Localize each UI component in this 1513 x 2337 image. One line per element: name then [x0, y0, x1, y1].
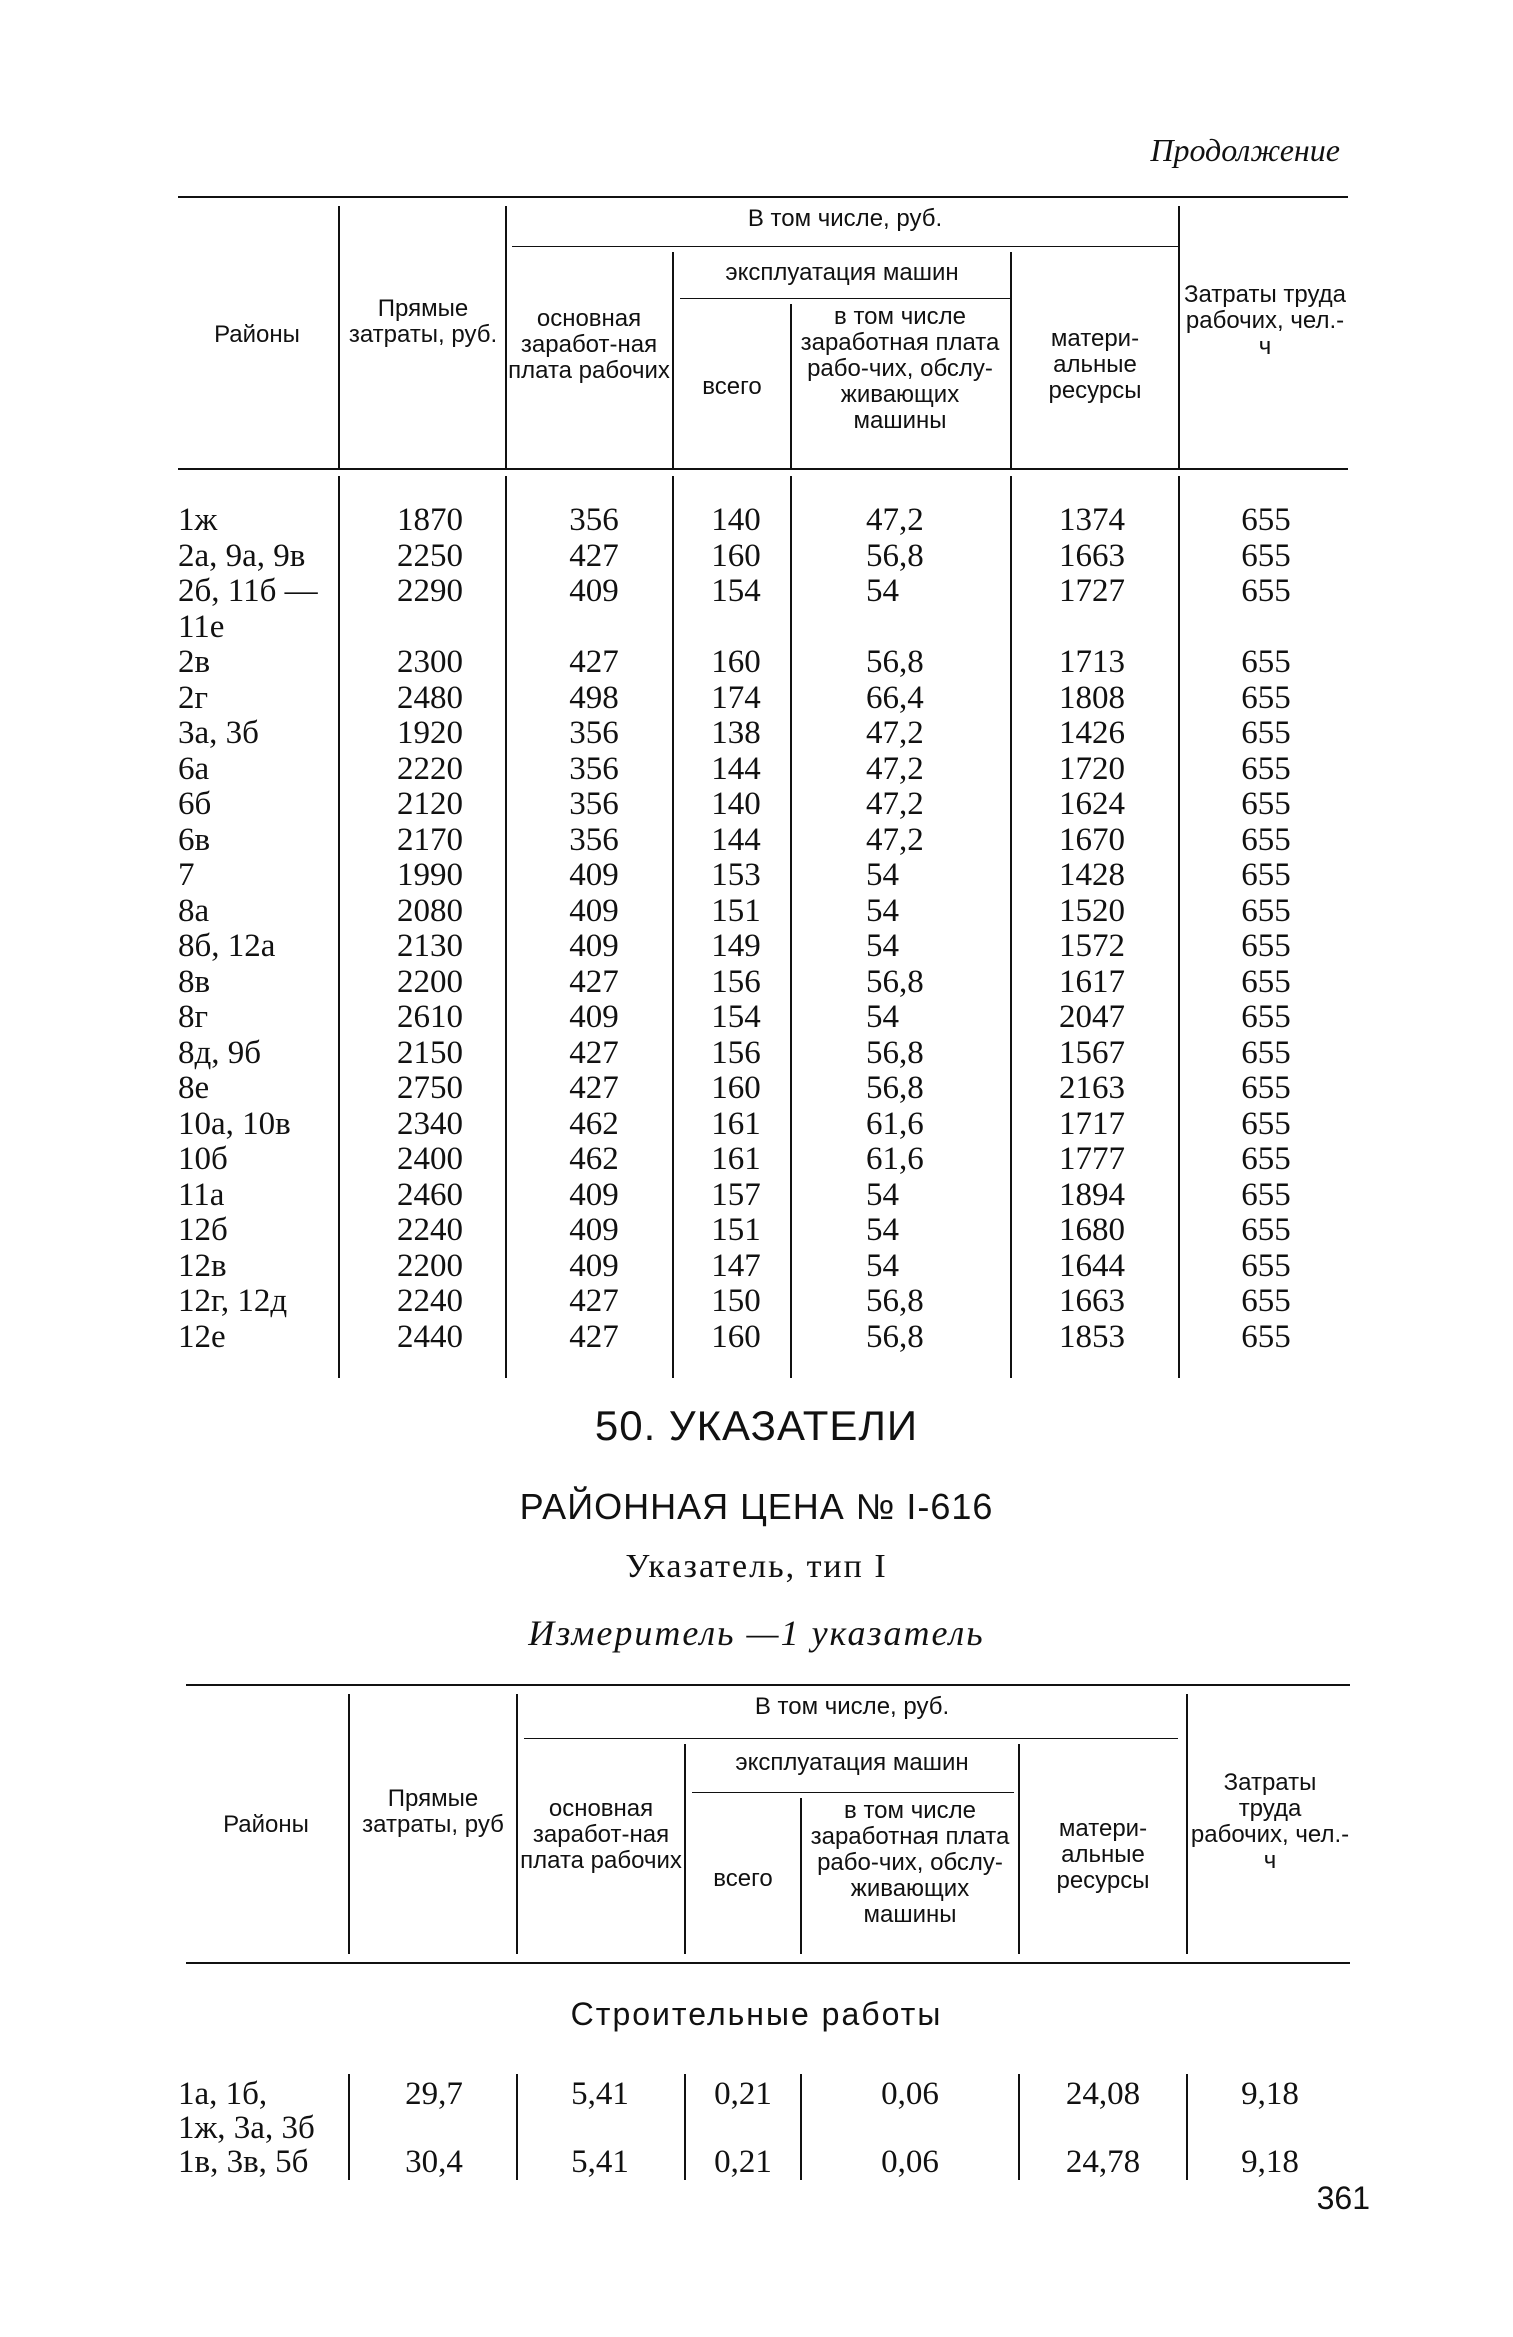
table-cell: 56,8	[866, 644, 924, 680]
header-divider	[348, 1694, 350, 1954]
table-cell: 0,21	[714, 2144, 772, 2180]
table-cell: 409	[569, 928, 619, 964]
table-cell: 160	[711, 1070, 761, 1106]
table-cell: 6а	[178, 750, 210, 787]
table-row	[0, 573, 1513, 609]
table-cell: 655	[1241, 1283, 1291, 1319]
table-cell: 2220	[397, 750, 463, 787]
table-cell: 1ж, 3а, 3б	[178, 2110, 315, 2146]
table-cell: 2240	[397, 1212, 463, 1248]
table-cell: 409	[569, 1212, 619, 1248]
table-cell: 150	[711, 1283, 761, 1319]
table-cell: 174	[711, 679, 761, 716]
table-cell: 12е	[178, 1318, 226, 1355]
indicator-type: Указатель, тип I	[625, 1548, 888, 1585]
district-price: РАЙОННАЯ ЦЕНА № I-616	[519, 1486, 994, 1527]
table-cell: 427	[569, 644, 619, 680]
col-districts: Районы	[214, 321, 300, 348]
table-cell: 47,2	[866, 750, 924, 787]
table-cell: 409	[569, 999, 619, 1035]
table-cell: 24,08	[1065, 2076, 1141, 2112]
table-cell: 655	[1241, 1105, 1291, 1142]
table-cell: 54	[866, 573, 899, 609]
col-direct-costs: Прямые затраты, руб	[362, 1785, 504, 1838]
table-cell: 161	[711, 1105, 761, 1142]
table-row	[0, 1319, 1513, 1355]
table-cell: 8а	[178, 892, 210, 929]
table-cell: 655	[1241, 1034, 1291, 1071]
table-cell: 427	[569, 1070, 619, 1106]
table-cell: 9,18	[1241, 2076, 1299, 2112]
table-cell: 56,8	[866, 1070, 924, 1106]
col-machine-operation: эксплуатация машин	[735, 1749, 969, 1776]
table-cell: 1720	[1059, 750, 1125, 787]
table-row	[0, 644, 1513, 680]
col-total: всего	[713, 1865, 773, 1892]
table-cell: 2047	[1059, 999, 1125, 1035]
table-cell: 2750	[397, 1070, 463, 1106]
table-cell: 8в	[178, 963, 211, 1000]
header-divider	[505, 206, 507, 468]
section-title: 50. УКАЗАТЕЛИ	[594, 1402, 919, 1449]
table-cell: 144	[711, 750, 761, 787]
table-cell: 8е	[178, 1070, 210, 1106]
col-incl-wage: в том числе заработная плата рабо-чих, обслу-живающих машины	[800, 303, 1000, 434]
top-rule	[186, 1684, 1350, 1686]
table-cell: 10а, 10в	[178, 1105, 291, 1142]
table-cell: 151	[711, 892, 761, 929]
table-row	[0, 1283, 1513, 1319]
table-cell: 2340	[397, 1105, 463, 1142]
table-row	[0, 609, 1513, 645]
table-cell: 655	[1241, 786, 1291, 822]
table-cell: 2240	[397, 1283, 463, 1319]
table-cell: 1870	[397, 502, 463, 538]
table-cell: 2130	[397, 928, 463, 964]
table-cell: 2200	[397, 963, 463, 1000]
table-cell: 462	[569, 1141, 619, 1177]
page-number: 361	[1316, 2180, 1370, 2216]
col-labor: Затраты труда рабочих, чел.-ч	[1183, 281, 1346, 360]
table-cell: 1808	[1059, 679, 1125, 716]
table-row	[0, 893, 1513, 929]
table-cell: 61,6	[866, 1141, 924, 1177]
table-cell: 54	[866, 999, 899, 1035]
table-cell: 1727	[1059, 573, 1125, 609]
col-districts: Районы	[223, 1811, 309, 1838]
machine-rule	[680, 298, 1010, 299]
header-divider	[672, 252, 674, 468]
col-base-wage: основная заработ-ная плата рабочих	[508, 305, 670, 384]
table-cell: 2200	[397, 1247, 463, 1284]
continuation-label: Продолжение	[1150, 132, 1340, 168]
table-row	[0, 1106, 1513, 1142]
col-including: В том числе, руб.	[754, 1693, 950, 1720]
table-cell: 151	[711, 1212, 761, 1248]
table-cell: 156	[711, 1034, 761, 1071]
table-row	[0, 1141, 1513, 1177]
table-cell: 61,6	[866, 1105, 924, 1142]
table-cell: 47,2	[866, 715, 924, 751]
including-rule	[524, 1738, 1178, 1739]
table-row	[0, 751, 1513, 787]
table-cell: 356	[569, 750, 619, 787]
table-cell: 2300	[397, 644, 463, 680]
table-cell: 47,2	[866, 502, 924, 538]
table-cell: 54	[866, 1247, 899, 1284]
table-cell: 655	[1241, 1070, 1291, 1106]
table-cell: 5,41	[571, 2144, 629, 2180]
table-cell: 66,4	[866, 679, 924, 716]
table-cell: 2480	[397, 679, 463, 716]
col-incl-wage: в том числе заработная плата рабо-чих, обслу-живающих машины	[810, 1797, 1010, 1928]
table-cell: 154	[711, 999, 761, 1035]
table-cell: 56,8	[866, 963, 924, 1000]
table-cell: 409	[569, 857, 619, 893]
table-cell: 156	[711, 963, 761, 1000]
table-cell: 6б	[178, 786, 212, 822]
table-cell: 24,78	[1065, 2144, 1141, 2180]
table-cell: 56,8	[866, 1318, 924, 1355]
table-cell: 12г, 12д	[178, 1283, 288, 1319]
header-divider	[338, 206, 340, 468]
table-cell: 427	[569, 1318, 619, 1355]
table-cell: 655	[1241, 573, 1291, 609]
col-base-wage: основная заработ-ная плата рабочих	[520, 1795, 682, 1874]
table-cell: 2290	[397, 573, 463, 609]
table-cell: 157	[711, 1176, 761, 1213]
table-cell: 427	[569, 1283, 619, 1319]
table-cell: 1670	[1059, 821, 1125, 858]
table-cell: 140	[711, 786, 761, 822]
table-row	[0, 999, 1513, 1035]
col-materials: матери-альные ресурсы	[1048, 325, 1142, 404]
table-cell: 2440	[397, 1318, 463, 1355]
table-row	[0, 964, 1513, 1000]
table-row	[0, 502, 1513, 538]
table-cell: 356	[569, 715, 619, 751]
table-row	[0, 715, 1513, 751]
table-cell: 8д, 9б	[178, 1034, 262, 1071]
table-row	[0, 1070, 1513, 1106]
table-cell: 29,7	[405, 2076, 463, 2112]
table-cell: 356	[569, 786, 619, 822]
header-divider	[800, 1798, 802, 1954]
table-row	[0, 1212, 1513, 1248]
table-cell: 655	[1241, 1212, 1291, 1248]
table-cell: 10б	[178, 1141, 228, 1177]
col-labor: Затраты труда рабочих, чел.-ч	[1190, 1769, 1350, 1874]
measurement-unit: Измеритель —1 указатель	[528, 1613, 985, 1653]
table-cell: 160	[711, 537, 761, 574]
table-cell: 2170	[397, 821, 463, 858]
table-cell: 0,06	[881, 2076, 939, 2112]
table-cell: 1713	[1059, 644, 1125, 680]
table-cell: 2250	[397, 537, 463, 574]
table-cell: 409	[569, 892, 619, 929]
table-cell: 2610	[397, 999, 463, 1035]
table-cell: 655	[1241, 821, 1291, 858]
table-cell: 356	[569, 502, 619, 538]
table-cell: 1680	[1059, 1212, 1125, 1248]
table-cell: 655	[1241, 644, 1291, 680]
table-cell: 160	[711, 1318, 761, 1355]
table-cell: 655	[1241, 502, 1291, 538]
table-cell: 1426	[1059, 715, 1125, 751]
table-cell: 54	[866, 928, 899, 964]
col-total: всего	[702, 373, 762, 400]
table-cell: 0,21	[714, 2076, 772, 2112]
table-cell: 655	[1241, 892, 1291, 929]
table-cell: 30,4	[405, 2144, 463, 2180]
table-cell: 427	[569, 1034, 619, 1071]
table-cell: 1853	[1059, 1318, 1125, 1355]
table-cell: 655	[1241, 1247, 1291, 1284]
subheading: Строительные работы	[570, 1996, 943, 2032]
table-cell: 54	[866, 1212, 899, 1248]
table-cell: 2400	[397, 1141, 463, 1177]
table-row	[0, 2142, 1513, 2182]
table-cell: 9,18	[1241, 2144, 1299, 2180]
table-cell: 5,41	[571, 2076, 629, 2112]
table-cell: 56,8	[866, 1283, 924, 1319]
table-row	[0, 538, 1513, 574]
table-cell: 2120	[397, 786, 463, 822]
table-cell: 56,8	[866, 537, 924, 574]
table-cell: 655	[1241, 715, 1291, 751]
header-divider	[1010, 252, 1012, 468]
table-cell: 54	[866, 892, 899, 929]
header-divider	[1018, 1744, 1020, 1954]
table-cell: 8б, 12а	[178, 928, 276, 964]
table-cell: 54	[866, 1176, 899, 1213]
table-cell: 1644	[1059, 1247, 1125, 1284]
table-cell: 409	[569, 573, 619, 609]
table-cell: 149	[711, 928, 761, 964]
table-row	[0, 1177, 1513, 1213]
table-cell: 1624	[1059, 786, 1125, 822]
table-row	[0, 786, 1513, 822]
table-cell: 47,2	[866, 821, 924, 858]
table-cell: 12б	[178, 1212, 228, 1248]
table-cell: 161	[711, 1141, 761, 1177]
header-divider	[1178, 206, 1180, 468]
table-cell: 1663	[1059, 1283, 1125, 1319]
table-cell: 2150	[397, 1034, 463, 1071]
table-cell: 1777	[1059, 1141, 1125, 1177]
table-cell: 655	[1241, 999, 1291, 1035]
table-cell: 655	[1241, 1318, 1291, 1355]
table-cell: 409	[569, 1247, 619, 1284]
top-rule	[178, 196, 1348, 198]
table-cell: 1572	[1059, 928, 1125, 964]
table-cell: 462	[569, 1105, 619, 1142]
table-cell: 1520	[1059, 892, 1125, 929]
table-cell: 1617	[1059, 963, 1125, 1000]
table-cell: 655	[1241, 537, 1291, 574]
table-row	[0, 822, 1513, 858]
table-row	[0, 1035, 1513, 1071]
col-including: В том числе, руб.	[747, 205, 943, 232]
table-cell: 6в	[178, 821, 211, 858]
table-cell: 8г	[178, 999, 209, 1035]
including-rule	[512, 246, 1178, 247]
table-cell: 498	[569, 679, 619, 716]
table-cell: 1ж	[178, 502, 218, 538]
table-cell: 2в	[178, 644, 211, 680]
table-cell: 655	[1241, 750, 1291, 787]
table-cell: 153	[711, 857, 761, 893]
table-row	[0, 1248, 1513, 1284]
table-cell: 7	[178, 857, 195, 893]
table-cell: 12в	[178, 1247, 227, 1284]
table-row	[0, 857, 1513, 893]
table-cell: 56,8	[866, 1034, 924, 1071]
table-cell: 2г	[178, 679, 209, 716]
table-cell: 0,06	[881, 2144, 939, 2180]
header-divider	[790, 304, 792, 468]
table-cell: 409	[569, 1176, 619, 1213]
table-cell: 655	[1241, 1176, 1291, 1213]
table-cell: 427	[569, 963, 619, 1000]
table-cell: 1428	[1059, 857, 1125, 893]
table-cell: 1717	[1059, 1105, 1125, 1142]
table-cell: 2080	[397, 892, 463, 929]
table-row	[0, 928, 1513, 964]
table-cell: 655	[1241, 963, 1291, 1000]
table-cell: 1567	[1059, 1034, 1125, 1071]
table-cell: 11а	[178, 1176, 225, 1213]
table-cell: 154	[711, 573, 761, 609]
table-cell: 427	[569, 537, 619, 574]
table-cell: 138	[711, 715, 761, 751]
table-cell: 144	[711, 821, 761, 858]
table-cell: 147	[711, 1247, 761, 1284]
table-cell: 356	[569, 821, 619, 858]
table-cell: 2а, 9а, 9в	[178, 537, 306, 574]
table-cell: 1а, 1б,	[178, 2076, 268, 2112]
col-machine-operation: эксплуатация машин	[725, 259, 959, 286]
table-cell: 655	[1241, 1141, 1291, 1177]
table-cell: 1374	[1059, 502, 1125, 538]
table-cell: 1990	[397, 857, 463, 893]
header-divider	[1186, 1694, 1188, 1954]
header-divider	[516, 1694, 518, 1954]
table-cell: 655	[1241, 928, 1291, 964]
table-cell: 160	[711, 644, 761, 680]
header-bottom-rule	[178, 468, 1348, 470]
table-row	[0, 680, 1513, 716]
table-cell: 47,2	[866, 786, 924, 822]
table-cell: 1920	[397, 715, 463, 751]
table-cell: 3а, 3б	[178, 715, 259, 751]
table-cell: 655	[1241, 857, 1291, 893]
header-divider	[684, 1744, 686, 1954]
table-cell: 140	[711, 502, 761, 538]
table-cell: 1894	[1059, 1176, 1125, 1213]
table-cell: 1в, 3в, 5б	[178, 2144, 309, 2180]
col-materials: матери-альные ресурсы	[1056, 1815, 1150, 1894]
col-direct-costs: Прямые затраты, руб.	[348, 295, 498, 348]
table-cell: 655	[1241, 679, 1291, 716]
table-cell: 54	[866, 857, 899, 893]
table-cell: 1663	[1059, 537, 1125, 574]
table-cell: 2б, 11б —	[178, 573, 318, 609]
table-cell: 2163	[1059, 1070, 1125, 1106]
table-cell: 11е	[178, 608, 225, 645]
machine-rule	[692, 1792, 1014, 1793]
table-cell: 2460	[397, 1176, 463, 1213]
header-bottom-rule	[186, 1962, 1350, 1964]
